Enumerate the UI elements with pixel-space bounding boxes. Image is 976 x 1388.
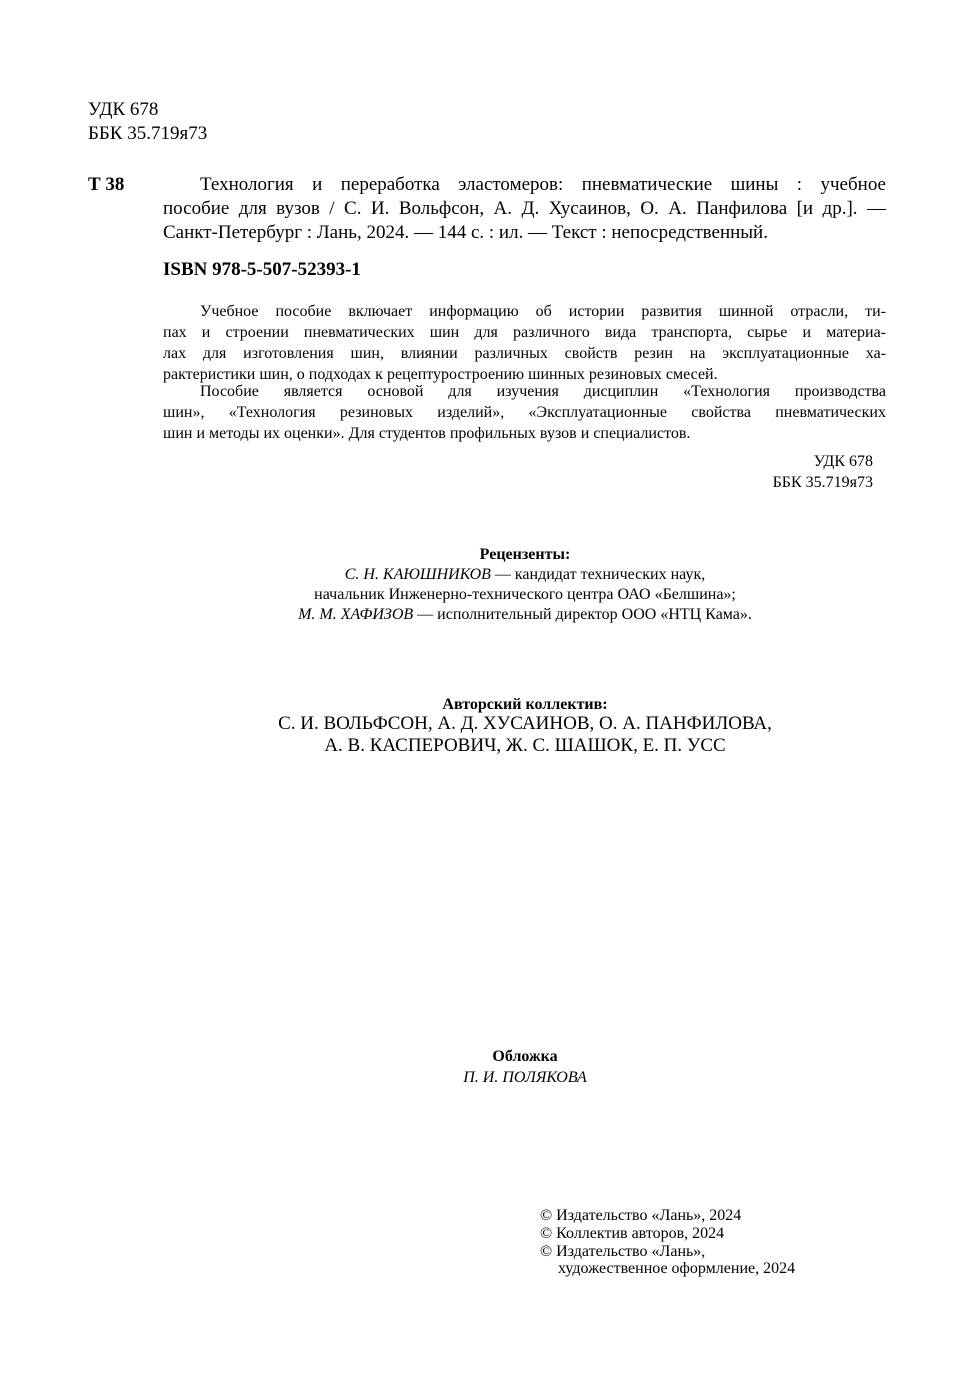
entry-line-1: Технология и переработка эластомеров: пневматические шины : учебное [200,174,886,195]
author-sign: Т 38 [88,174,125,195]
bbk-code-bottom: ББК 35.719я73 [772,474,873,491]
entry-line-2: пособие для вузов / С. И. Вольфсон, А. Д. Хусаинов, О. А. Панфилова [и др.]. — [163,198,886,219]
udk-code-bottom: УДК 678 [813,453,873,470]
authors-line-1: С. И. ВОЛЬФСОН, А. Д. ХУСАИНОВ, О. А. ПАНФИЛОВА, [278,713,772,734]
reviewer-1 [0,564,976,585]
annotation-line-2: пах и строении пневматических шин для различного вида транспорта, сырье и материа- [163,324,886,341]
isbn: ISBN 978-5-507-52393-1 [163,259,361,280]
cover-designer: П. И. ПОЛЯКОВА [463,1069,587,1086]
copyright-line-2: © Коллектив авторов, 2024 [540,1225,725,1242]
copyright-line-4: художественное оформление, 2024 [558,1260,796,1277]
entry-line-3: Санкт-Петербург : Лань, 2024. — 144 с. : ил. — Текст : непосредственный. [163,222,768,243]
reviewer-2-name: М. М. ХАФИЗОВ [298,606,414,623]
authors-line-2: А. В. КАСПЕРОВИЧ, Ж. С. ШАШОК, Е. П. УСС [324,735,726,756]
annotation-line-1: Учебное пособие включает информацию об истории развития шинной отрасли, ти- [200,303,886,320]
copyright-line-1: © Издательство «Лань», 2024 [540,1207,742,1224]
reviewer-1-name: С. Н. КАЮШНИКОВ [344,566,491,583]
authors-heading: Авторский коллектив: [442,696,608,713]
annotation-line-5: Пособие является основой для изучения дисциплин «Технология производства [200,383,886,400]
bbk-code: ББК 35.719я73 [88,123,208,144]
annotation-line-7: шин и методы их оценки». Для студентов профильных вузов и специалистов. [163,425,691,442]
reviewers-heading: Рецензенты: [479,546,571,563]
annotation-line-6: шин», «Технология резиновых изделий», «Эксплуатационные свойства пневматических [163,404,886,421]
reviewer-2 [0,604,976,625]
reviewer-2-desc: — исполнительный директор ООО «НТЦ Кама». [413,606,752,623]
annotation-line-3: лах для изготовления шин, влиянии различных свойств резин на эксплуатационные ха- [163,345,886,362]
reviewer-1-desc: — кандидат технических наук, [490,566,706,583]
udk-code: УДК 678 [88,99,159,120]
copyright-line-3: © Издательство «Лань», [540,1243,706,1260]
annotation-line-4: рактеристики шин, о подходах к рецептуростроению шинных резиновых смесей. [163,366,718,383]
cover-heading: Обложка [492,1048,558,1065]
reviewer-1-position: начальник Инженерно-технического центра ОАО «Белшина»; [314,586,736,603]
